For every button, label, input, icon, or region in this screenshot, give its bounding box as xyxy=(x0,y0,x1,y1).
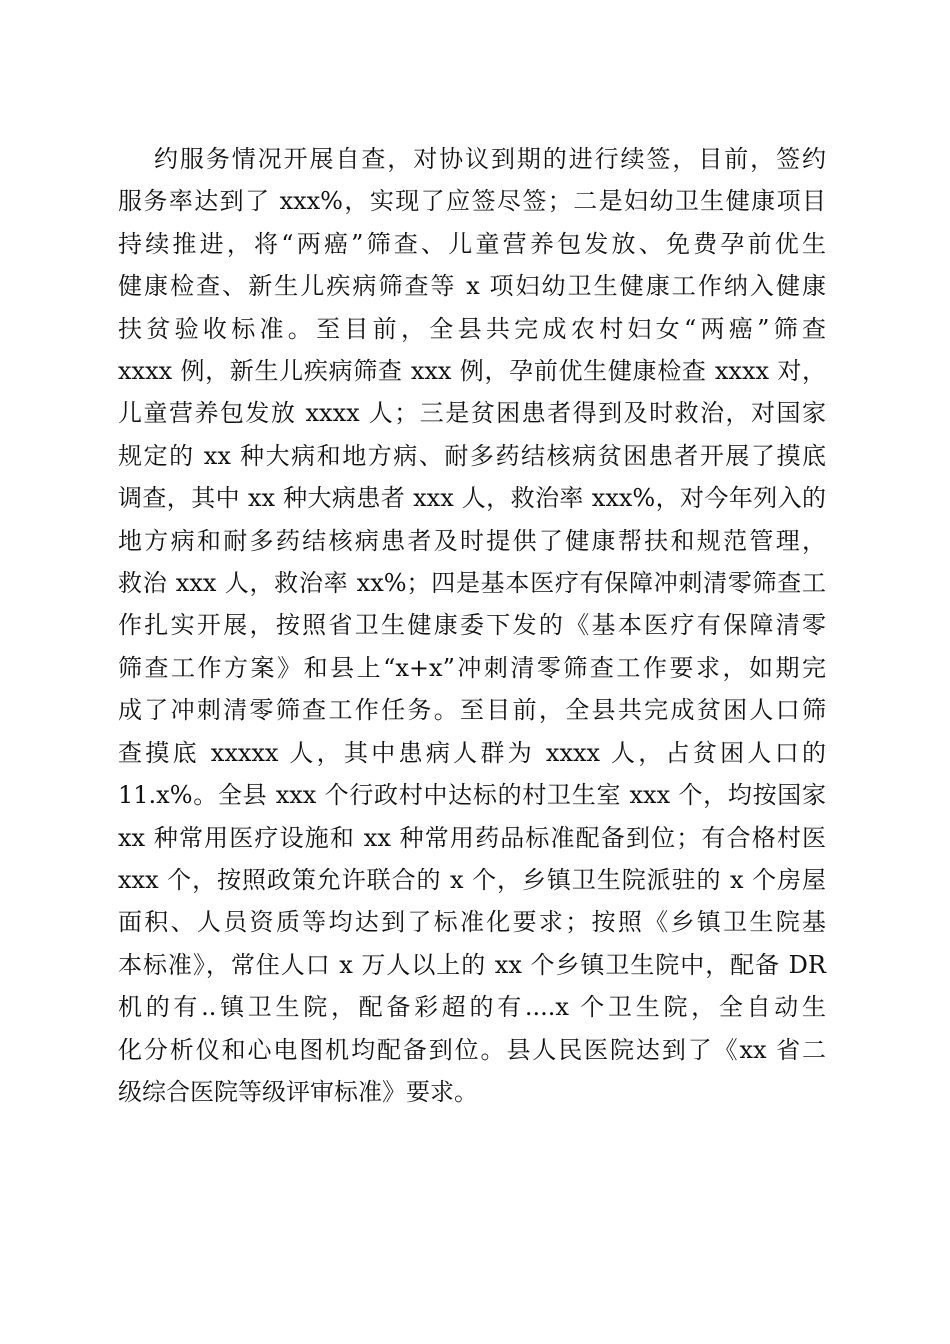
text-line: 服务率达到了 xxx%，实现了应签尽签；二是妇幼卫生健康项目 xyxy=(118,187,826,216)
text-line: 健康检查、新生儿疾病筛查等 x 项妇幼卫生健康工作纳入健康 xyxy=(118,272,826,301)
text-line: 作扎实开展，按照省卫生健康委下发的《基本医疗有保障清零 xyxy=(118,611,826,640)
text-line: 救治 xxx 人，救治率 xx%；四是基本医疗有保障冲刺清零筛查工 xyxy=(118,569,826,598)
body-paragraph xyxy=(118,138,826,1113)
text-line: 本标准》，常住人口 x 万人以上的 xx 个乡镇卫生院中，配备 DR xyxy=(118,950,826,979)
text-line: 查摸底 xxxxx 人，其中患病人群为 xxxx 人，占贫困人口的 xyxy=(118,738,826,767)
text-line: 持续推进，将“两癌”筛查、儿童营养包发放、免费孕前优生 xyxy=(118,229,826,258)
text-line: 11.x%。全县 xxx 个行政村中达标的村卫生室 xxx 个，均按国家 xyxy=(118,781,826,810)
text-line: 扶贫验收标准。至目前，全县共完成农村妇女“两癌”筛查 xyxy=(118,314,826,343)
text-line: 地方病和耐多药结核病患者及时提供了健康帮扶和规范管理， xyxy=(118,526,826,555)
text-line: 成了冲刺清零筛查工作任务。至目前，全县共完成贫困人口筛 xyxy=(118,696,826,725)
text-line: 级综合医院等级评审标准》要求。 xyxy=(118,1077,478,1106)
text-line: xx 种常用医疗设施和 xx 种常用药品标准配备到位；有合格村医 xyxy=(118,823,826,852)
text-line: 规定的 xx 种大病和地方病、耐多药结核病贫困患者开展了摸底 xyxy=(118,441,826,470)
text-line: 儿童营养包发放 xxxx 人；三是贫困患者得到及时救治，对国家 xyxy=(118,399,826,428)
text-line: 面积、人员资质等均达到了标准化要求；按照《乡镇卫生院基 xyxy=(118,908,826,937)
text-line: 机的有..镇卫生院，配备彩超的有....x 个卫生院，全自动生 xyxy=(118,993,826,1022)
text-line: 化分析仪和心电图机均配备到位。县人民医院达到了《xx 省二 xyxy=(118,1035,826,1064)
text-line: 筛查工作方案》和县上“x+x”冲刺清零筛查工作要求，如期完 xyxy=(118,653,826,682)
text-line: 调查，其中 xx 种大病患者 xxx 人，救治率 xxx%，对今年列入的 xyxy=(118,484,826,513)
text-line: xxx 个，按照政策允许联合的 x 个，乡镇卫生院派驻的 x 个房屋 xyxy=(118,865,826,894)
text-line: xxxx 例，新生儿疾病筛查 xxx 例，孕前优生健康检查 xxxx 对， xyxy=(118,357,826,386)
text-line: 约服务情况开展自查，对协议到期的进行续签，目前，签约 xyxy=(154,145,826,173)
